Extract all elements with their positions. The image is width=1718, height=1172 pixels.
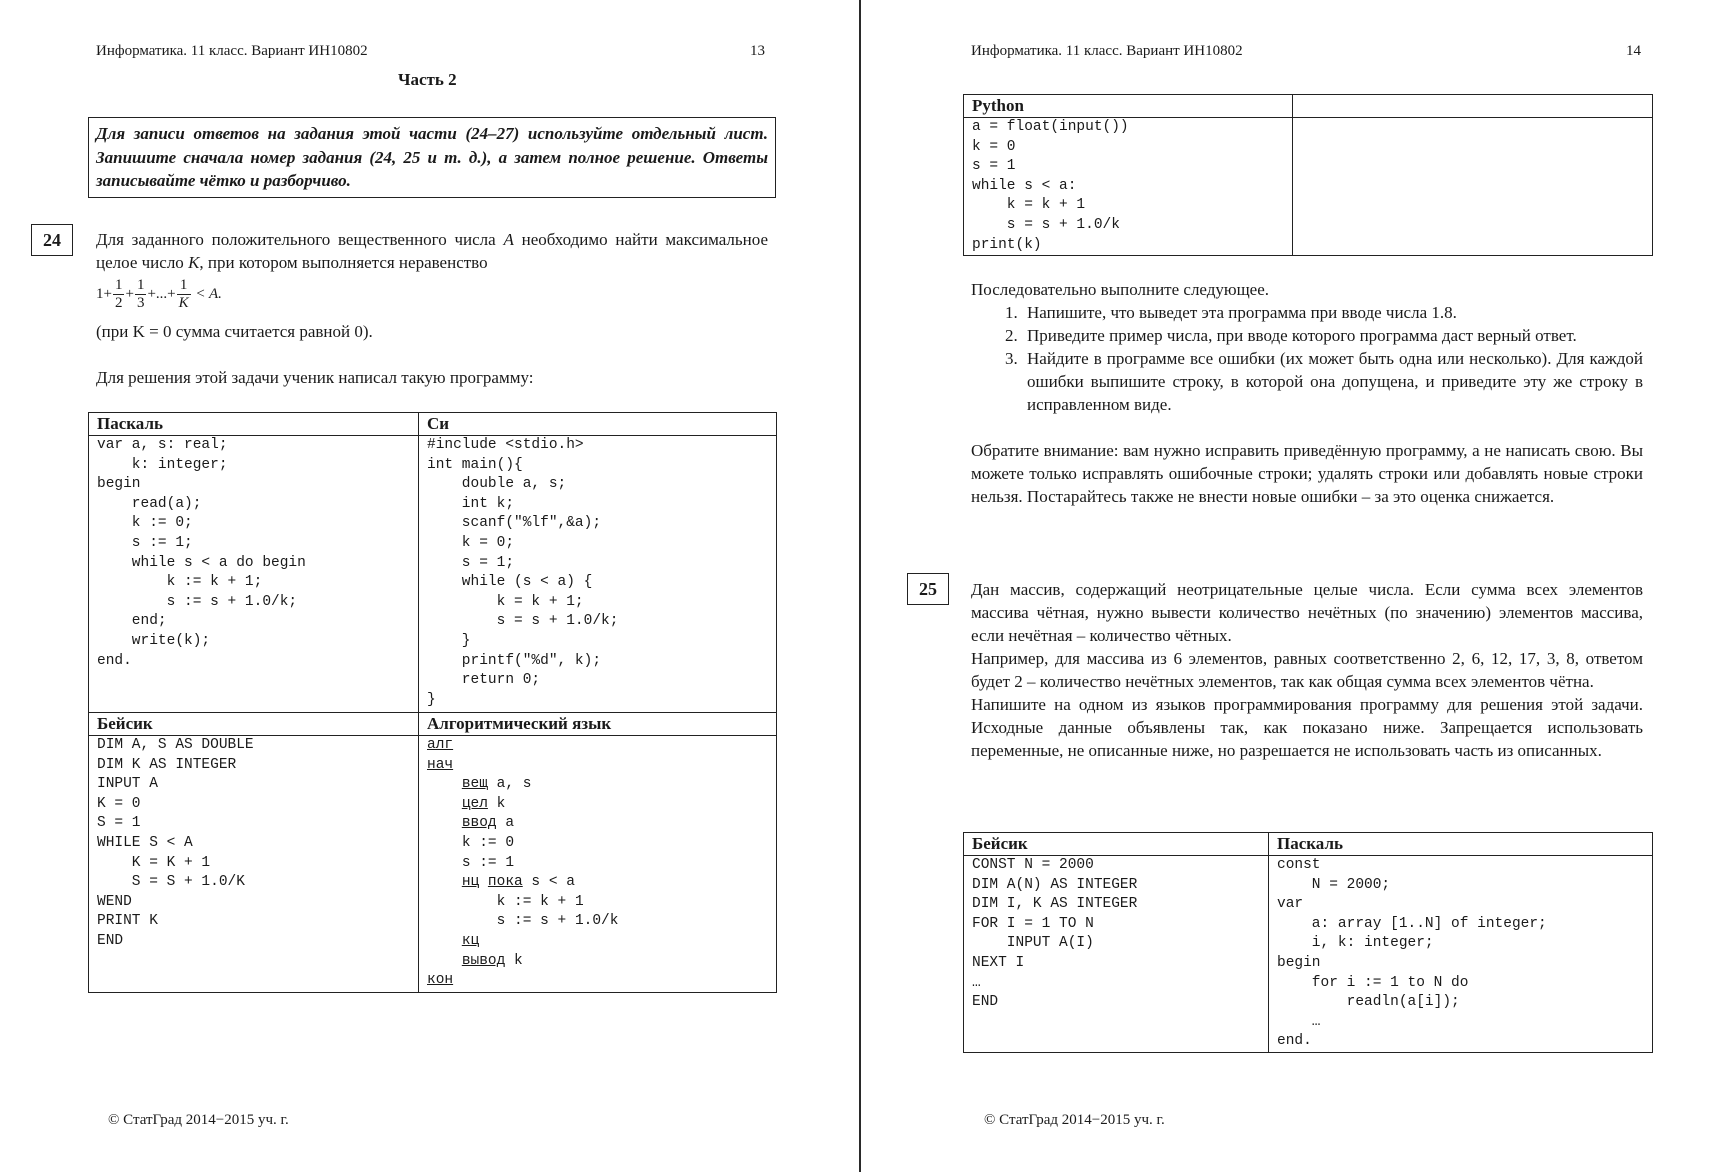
kw-kc: кц: [461, 932, 480, 949]
code-table-python: [963, 94, 1653, 256]
denominator: K: [178, 295, 189, 311]
task25-paragraph: Например, для массива из 6 элементов, равных соответственно 2, 6, 12, 17, 3, 8, ответом будет 2 – количество нечётных элементов, так как общая сумма всех элементов чётна.: [971, 649, 1643, 691]
code-text: a: [496, 815, 515, 832]
kw-vyvod: вывод: [461, 952, 506, 969]
denominator: 3: [136, 295, 145, 311]
header-basic: Бейсик: [964, 833, 1269, 856]
task-text: , при котором выполняется неравенство: [199, 253, 488, 272]
code-text: s := s + 1.0/k: [496, 913, 619, 930]
task-number-box: 25: [907, 573, 949, 605]
task-24-text: [96, 228, 768, 274]
code-basic: DIM A, S AS DOUBLE DIM K AS INTEGER INPUT A K = 0 S = 1 WHILE S < A K = K + 1 S = S + 1.0/K WEND PRINT K END: [97, 737, 254, 949]
fraction: [113, 277, 125, 312]
empty-cell: [1293, 118, 1653, 256]
formula-part: < A.: [195, 285, 222, 302]
page-footer: © СтатГрад 2014−2015 уч. г.: [984, 1112, 1165, 1128]
page-divider: [859, 0, 861, 1172]
code-text: s := 1: [461, 854, 515, 871]
task25-paragraph: Дан массив, содержащий неотрицательные целые числа. Если сумма всех элементов массива чётная, нужно вывести количество нечётных (по значению) элементов массива, если нечётная – количество чётных.: [971, 580, 1643, 645]
page-header: Информатика. 11 класс. Вариант ИН10802: [971, 43, 1243, 59]
page-footer: © СтатГрад 2014−2015 уч. г.: [108, 1112, 289, 1128]
code-table-task25: [963, 832, 1653, 1053]
task-25-text: [971, 578, 1643, 762]
header-basic: Бейсик: [89, 713, 419, 736]
code-text: k := k + 1: [496, 893, 584, 910]
kw-nc: нц: [461, 874, 480, 891]
steps-intro: Последовательно выполните следующее.: [971, 280, 1270, 299]
denominator: 2: [114, 295, 123, 311]
code-algo: [427, 736, 768, 991]
code-text: k: [505, 952, 523, 969]
instructions-box: Для записи ответов на задания этой части (24–27) используйте отдельный лист. Запишите сначала номер задания (24, 25 и т. д.), а затем полное решение. Ответы записывайте чётко и разборчиво.: [88, 117, 776, 198]
part-title: Часть 2: [398, 70, 457, 89]
task25-paragraph: Напишите на одном из языков программирования программу для решения этой задачи. Исходные данные объявлены так, как показано ниже. Запрещается использовать переменные, не описанные ниже, но разрешается не использовать часть из описанных.: [971, 695, 1643, 760]
kw-nach: нач: [427, 756, 454, 773]
kw-alg: алг: [427, 737, 454, 753]
header-python: Python: [964, 95, 1293, 118]
step-item: 2. Приведите пример числа, при вводе которого программа даст верный ответ.: [1022, 324, 1643, 347]
header-c: Си: [419, 413, 777, 436]
program-intro: Для решения этой задачи ученик написал такую программу:: [96, 368, 534, 387]
var-a: A: [503, 230, 514, 249]
code-text: a, s: [487, 776, 532, 793]
page-number: 14: [1626, 43, 1641, 59]
code-text: k := 0: [461, 834, 515, 851]
header-algo: Алгоритмический язык: [419, 713, 777, 736]
steps-list: [971, 301, 1643, 416]
step-item: 1. Напишите, что выведет эта программа при вводе числа 1.8.: [1022, 301, 1643, 324]
kw-vesh: вещ: [461, 776, 488, 793]
code-table-task24: [88, 412, 777, 993]
kw-poka: пока: [487, 874, 523, 891]
kw-cel: цел: [461, 795, 488, 812]
numerator: 1: [114, 277, 123, 293]
task-number-box: 24: [31, 224, 73, 256]
page-number: 13: [750, 43, 765, 59]
task-text: Для заданного положительного вещественного числа: [96, 230, 496, 249]
kw-vvod: ввод: [461, 815, 497, 832]
formula-part: 1+: [96, 285, 112, 302]
numerator: 1: [136, 277, 145, 293]
inequality-formula: [96, 277, 222, 312]
note-text: (при K = 0 сумма считается равной 0).: [96, 322, 373, 341]
attention-text: Обратите внимание: вам нужно исправить приведённую программу, а не написать свою. Вы можете только исправлять ошибочные строки; удалять строки или добавлять новые строки нельзя. Постарайтесь также не внести новые ошибки – за это оценка снижается.: [971, 441, 1643, 506]
numerator: 1: [177, 277, 191, 295]
header-pascal: Паскаль: [1269, 833, 1653, 856]
code-text: k: [487, 795, 506, 812]
header-pascal: Паскаль: [89, 413, 419, 436]
task-text: необходимо найти максимальное целое число: [96, 230, 769, 272]
header-empty: [1293, 95, 1653, 118]
code-pascal: const N = 2000; var a: array [1..N] of integer; i, k: integer; begin for i := 1 to N do readln(a[i]); … end.: [1277, 857, 1547, 1050]
formula-part: +...+: [147, 285, 176, 302]
code-basic: CONST N = 2000 DIM A(N) AS INTEGER DIM I, K AS INTEGER FOR I = 1 TO N INPUT A(I) NEXT I … END: [972, 857, 1138, 1011]
code-c: #include <stdio.h> int main(){ double a, s; int k; scanf("%lf",&a); k = 0; s = 1; while (s < a) { k = k + 1; s = s + 1.0/k; } printf("%d", k); return 0; }: [427, 437, 619, 708]
page-header: Информатика. 11 класс. Вариант ИН10802: [96, 43, 368, 59]
formula-part: +: [125, 285, 134, 302]
code-text: s < a: [522, 874, 575, 891]
code-python: a = float(input()) k = 0 s = 1 while s < a: k = k + 1 s = s + 1.0/k print(k): [972, 119, 1129, 253]
step-item: 3. Найдите в программе все ошибки (их может быть одна или несколько). Для каждой ошибки выпишите строку, в которой она допущена, и приведите эту же строку в исправленном виде.: [1022, 347, 1643, 416]
var-k: K: [188, 253, 200, 272]
fraction: [177, 277, 191, 312]
fraction: [135, 277, 147, 312]
kw-kon: кон: [427, 972, 454, 989]
code-pascal: var a, s: real; k: integer; begin read(a); k := 0; s := 1; while s < a do begin k := k + 1; s := s + 1.0/k; end; write(k); end.: [97, 437, 306, 669]
